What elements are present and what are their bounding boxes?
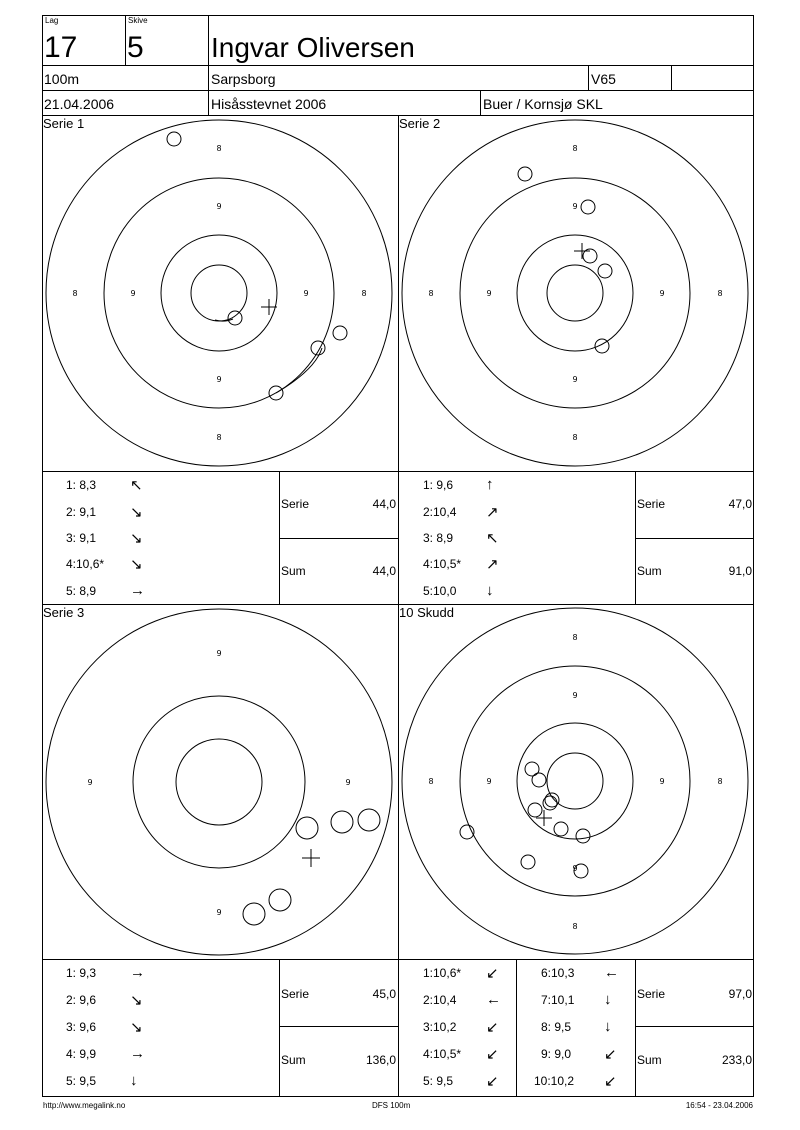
ring-label: 9 <box>345 778 351 787</box>
ring-label: 9 <box>486 289 492 298</box>
serie-label: Serie <box>281 987 310 1001</box>
shot-direction-icon: ↘ <box>130 556 143 573</box>
center-mark <box>261 299 277 315</box>
serie-value: 97,0 <box>728 987 752 1001</box>
shot-marker <box>228 311 242 325</box>
shot-value: 10:10,2 <box>534 1074 575 1088</box>
shot-value: 3:10,2 <box>423 1020 457 1034</box>
shot-direction-icon: ↙ <box>604 1073 617 1090</box>
shot-value: 2:10,4 <box>423 505 457 519</box>
shot-value: 1: 8,3 <box>66 478 97 492</box>
ring-label: 8 <box>72 289 78 298</box>
skive-value: 5 <box>127 31 144 64</box>
distance: 100m <box>44 71 80 87</box>
target-10-skudd <box>402 608 748 954</box>
ring-label: 9 <box>572 864 578 873</box>
shot-direction-icon: ↓ <box>604 1018 612 1035</box>
shot-marker <box>243 903 265 925</box>
ring-label: 9 <box>216 375 222 384</box>
sum-value: 136,0 <box>365 1053 396 1067</box>
sum-label: Sum <box>281 564 306 578</box>
ring-label: 9 <box>572 375 578 384</box>
shot-direction-icon: → <box>130 1045 145 1062</box>
shot-direction-icon: ↙ <box>486 1019 499 1036</box>
serie-label: Serie <box>281 497 310 511</box>
sum-value: 44,0 <box>372 564 396 578</box>
panel-title-serie-1: Serie 1 <box>43 116 85 131</box>
shot-direction-icon: ↓ <box>130 1072 138 1089</box>
shot-direction-icon: ↑ <box>486 476 494 493</box>
ring-label: 9 <box>130 289 136 298</box>
ring-label: 8 <box>572 144 578 153</box>
ring-label: 9 <box>572 202 578 211</box>
shot-marker <box>528 803 542 817</box>
shot-direction-icon: → <box>130 964 145 981</box>
sum-label: Sum <box>281 1053 306 1067</box>
shot-marker <box>518 167 532 181</box>
shot-marker <box>296 817 318 839</box>
class: V65 <box>591 71 616 87</box>
shot-value: 1: 9,6 <box>423 478 454 492</box>
shot-value: 4:10,5* <box>423 1047 462 1061</box>
shot-value: 9: 9,0 <box>541 1047 572 1061</box>
shot-value: 5: 8,9 <box>66 584 97 598</box>
shot-marker <box>311 341 325 355</box>
shooter-name: Ingvar Oliversen <box>211 32 415 63</box>
ring-label: 9 <box>659 289 665 298</box>
sum-label: Sum <box>637 1053 662 1067</box>
shot-direction-icon: ↙ <box>604 1046 617 1063</box>
footer-system: DFS 100m <box>372 1101 411 1110</box>
shot-direction-icon: ↓ <box>604 991 612 1008</box>
target-serie-2 <box>402 120 748 466</box>
ring-label: 9 <box>659 777 665 786</box>
shot-marker <box>598 264 612 278</box>
shot-direction-icon: ↗ <box>486 556 499 573</box>
shot-direction-icon: ← <box>486 991 501 1008</box>
shot-value: 4: 9,9 <box>66 1047 97 1061</box>
sum-value: 233,0 <box>721 1053 752 1067</box>
ring-label: 9 <box>216 649 222 658</box>
ring-label: 8 <box>361 289 367 298</box>
serie-label: Serie <box>637 987 666 1001</box>
shot-direction-icon: ← <box>604 964 619 981</box>
shot-value: 8: 9,5 <box>541 1020 572 1034</box>
ring-label: 8 <box>216 144 222 153</box>
shot-direction-icon: ↓ <box>486 582 494 599</box>
shot-marker <box>595 339 609 353</box>
shot-marker <box>525 762 539 776</box>
shot-value: 2: 9,1 <box>66 505 97 519</box>
shot-marker <box>167 132 181 146</box>
lag-value: 17 <box>44 31 78 64</box>
ring-label: 9 <box>216 202 222 211</box>
date: 21.04.2006 <box>44 96 115 112</box>
shot-value: 5:10,0 <box>423 584 457 598</box>
shot-value: 3: 9,6 <box>66 1020 97 1034</box>
shot-marker <box>532 773 546 787</box>
shot-direction-icon: ↙ <box>486 965 499 982</box>
ring-label: 9 <box>572 691 578 700</box>
shot-value: 1: 9,3 <box>66 966 97 980</box>
shot-direction-icon: ↘ <box>130 992 143 1009</box>
center-mark <box>536 810 552 826</box>
sum-value: 91,0 <box>728 564 752 578</box>
lag-label: Lag <box>45 16 59 25</box>
panel-title-serie-2: Serie 2 <box>399 116 441 131</box>
shot-value: 4:10,5* <box>423 557 462 571</box>
shot-value: 7:10,1 <box>541 993 575 1007</box>
serie-value: 44,0 <box>372 497 396 511</box>
shot-value: 6:10,3 <box>541 966 575 980</box>
shot-direction-icon: ↙ <box>486 1046 499 1063</box>
shot-value: 3: 8,9 <box>423 531 454 545</box>
serie-value: 47,0 <box>728 497 752 511</box>
ring-label: 8 <box>717 289 723 298</box>
ring-label: 9 <box>216 908 222 917</box>
skive-label: Skive <box>128 16 148 25</box>
shot-value: 5: 9,5 <box>423 1074 454 1088</box>
shot-marker <box>269 889 291 911</box>
event: Hisåsstevnet 2006 <box>211 96 327 112</box>
shot-marker <box>576 829 590 843</box>
shot-value: 1:10,6* <box>423 966 462 980</box>
shot-direction-icon: ↖ <box>486 530 499 547</box>
serie-value: 45,0 <box>372 987 396 1001</box>
shot-marker <box>554 822 568 836</box>
shot-marker <box>581 200 595 214</box>
shot-value: 2: 9,6 <box>66 993 97 1007</box>
ring-label: 8 <box>717 777 723 786</box>
shot-direction-icon: → <box>130 582 145 599</box>
range: Buer / Kornsjø SKL <box>483 96 603 112</box>
shot-value: 5: 9,5 <box>66 1074 97 1088</box>
shot-value: 2:10,4 <box>423 993 457 1007</box>
shot-direction-icon: ↖ <box>130 477 143 494</box>
shot-direction-icon: ↘ <box>130 504 143 521</box>
footer-url[interactable]: http://www.megalink.no <box>43 1101 126 1110</box>
footer-timestamp: 16:54 - 23.04.2006 <box>685 1101 753 1110</box>
shot-marker <box>545 793 559 807</box>
shot-marker <box>333 326 347 340</box>
shot-marker <box>521 855 535 869</box>
shot-direction-icon: ↘ <box>130 1019 143 1036</box>
shot-value: 4:10,6* <box>66 557 105 571</box>
ring-label: 9 <box>486 777 492 786</box>
panel-title-10-skudd: 10 Skudd <box>399 605 454 620</box>
center-mark <box>302 849 320 867</box>
shot-marker <box>331 811 353 833</box>
club: Sarpsborg <box>211 71 276 87</box>
ring-label: 8 <box>572 433 578 442</box>
panel-title-serie-3: Serie 3 <box>43 605 85 620</box>
shot-direction-icon: ↗ <box>486 504 499 521</box>
target-serie-1 <box>46 120 392 466</box>
ring-label: 8 <box>216 433 222 442</box>
ring-label: 9 <box>87 778 93 787</box>
center-mark <box>574 243 590 259</box>
sum-label: Sum <box>637 564 662 578</box>
ring-label: 8 <box>572 922 578 931</box>
shot-value: 3: 9,1 <box>66 531 97 545</box>
ring-label: 8 <box>428 289 434 298</box>
shot-direction-icon: ↘ <box>130 530 143 547</box>
shot-direction-icon: ↙ <box>486 1073 499 1090</box>
ring-label: 8 <box>572 633 578 642</box>
shot-marker <box>358 809 380 831</box>
ring-label: 8 <box>428 777 434 786</box>
ring-label: 9 <box>303 289 309 298</box>
serie-label: Serie <box>637 497 666 511</box>
target-serie-3 <box>46 609 392 955</box>
